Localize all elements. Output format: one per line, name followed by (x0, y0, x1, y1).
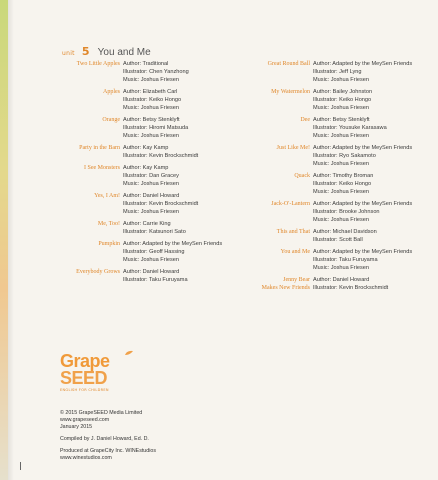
credit-line: Author: Kay Kamp (123, 165, 169, 171)
story-title (98, 240, 120, 248)
credit-entry (60, 144, 250, 160)
credit-line: Music: Joshua Friesen (123, 181, 179, 187)
credit-line: Illustrator: Taku Furuyama (313, 257, 378, 263)
credit-line: Music: Joshua Friesen (313, 217, 369, 223)
credit-line: Music: Joshua Friesen (313, 133, 369, 139)
credit-line: Illustrator: Keiko Hongo (313, 181, 372, 187)
produced-at: Produced at GrapeCity Inc. WINEstudios (60, 448, 156, 454)
credit-line: Author: Traditional (123, 61, 169, 67)
credit-line: Author: Adapted by the MeySen Friends (313, 61, 413, 67)
story-title-line: Pumpkin (98, 241, 120, 247)
credits-block (120, 164, 250, 188)
story-title (271, 88, 310, 96)
left-credits-column (60, 60, 250, 288)
credit-entry (60, 116, 250, 140)
credit-line: Illustrator: Katsunori Sato (123, 229, 186, 235)
story-title-line: Apples (103, 89, 120, 95)
story-title-line: Just Like Me! (276, 145, 310, 151)
credit-line: Illustrator: Kevin Brockschmidt (123, 201, 199, 207)
credit-line: Author: Adapted by the MeySen Friends (123, 241, 223, 247)
story-title (268, 60, 310, 68)
story-title (79, 144, 120, 152)
credit-line: Author: Daniel Howard (313, 277, 370, 283)
credit-line: Author: Michael Davidson (313, 229, 377, 235)
credit-line: Author: Timothy Broman (313, 173, 374, 179)
story-title (271, 200, 310, 208)
story-title (84, 164, 120, 172)
credit-line: Music: Joshua Friesen (313, 265, 369, 271)
credit-line: Author: Carrie King (123, 221, 171, 227)
credit-line: Music: Joshua Friesen (123, 209, 179, 215)
credits-block (120, 240, 250, 264)
credits-block (120, 192, 250, 216)
compiled-by: Compiled by J. Daniel Howard, Ed. D. (60, 436, 149, 442)
credit-line: Illustrator: Keiko Hongo (313, 97, 372, 103)
credit-line: Author: Betsy Stenklyft (123, 117, 180, 123)
spine-shadow (8, 0, 14, 480)
studio-website-link[interactable]: www.winestudios.com (60, 455, 112, 461)
publication-date: January 2015 (60, 424, 93, 430)
credit-entry (252, 88, 438, 112)
credit-line: Music: Joshua Friesen (123, 257, 179, 263)
credit-entry (252, 276, 438, 292)
unit-heading (62, 40, 151, 59)
credits-block (120, 60, 250, 84)
credits-block (310, 228, 438, 244)
credit-line: Illustrator: Ryo Sakamoto (313, 153, 376, 159)
credits-block (310, 60, 438, 84)
credit-line: Author: Adapted by the MeySen Friends (313, 201, 413, 207)
credit-entry (60, 164, 250, 188)
unit-label: unit (62, 50, 75, 57)
credit-entry (252, 172, 438, 196)
story-title-line: Orange (102, 117, 120, 123)
credits-block (310, 276, 438, 292)
credit-line: Illustrator: Chen Yanzhong (123, 69, 189, 75)
credits-block (310, 116, 438, 140)
credits-block (120, 268, 250, 284)
credits-block (120, 116, 250, 140)
credits-block (310, 200, 438, 224)
credits-block (310, 172, 438, 196)
logo-seed-text: SEED (60, 368, 108, 388)
credit-line: Illustrator: Hiromi Matsuda (123, 125, 189, 131)
credit-line: Author: Adapted by the MeySen Friends (313, 145, 413, 151)
story-title (76, 268, 120, 276)
story-title-line: Great Round Ball (267, 61, 310, 67)
credit-entry (252, 60, 438, 84)
credit-line: Illustrator: Taku Furuyama (123, 277, 188, 283)
story-title-line: Quack (294, 173, 310, 179)
logo-grape-text: Grape (60, 351, 110, 371)
credit-line: Author: Daniel Howard (123, 193, 180, 199)
story-title (262, 276, 310, 292)
credits-block (310, 88, 438, 112)
story-title (281, 248, 310, 256)
credit-entry (252, 144, 438, 168)
credit-line: Illustrator: Scott Ball (313, 237, 363, 243)
credit-line: Music: Joshua Friesen (123, 77, 179, 83)
credit-line: Author: Kay Kamp (123, 145, 169, 151)
credit-entry (60, 88, 250, 112)
story-title-line: Everybody Grows (76, 269, 120, 275)
story-title (94, 192, 120, 200)
story-title (300, 116, 310, 124)
credit-line: Music: Joshua Friesen (313, 161, 369, 167)
credit-line: Music: Joshua Friesen (123, 133, 179, 139)
credit-line: Author: Betsy Stenklyft (313, 117, 370, 123)
credit-line: Illustrator: Brooke Johnson (313, 209, 380, 215)
credit-entry (60, 240, 250, 264)
story-title-line: Two Little Apples (76, 61, 120, 67)
credit-entry (60, 268, 250, 284)
credit-line: Music: Joshua Friesen (313, 189, 369, 195)
story-title-line: Dee (300, 117, 310, 123)
credit-entry (252, 248, 438, 272)
story-title-line: Party in the Barn (79, 145, 120, 151)
credit-entry (252, 228, 438, 244)
credit-line: Music: Joshua Friesen (123, 105, 179, 111)
credit-entry (252, 116, 438, 140)
credit-entry (60, 220, 250, 236)
copyright-line: © 2015 GrapeSEED Media Limited (60, 410, 143, 416)
story-title (98, 220, 120, 228)
credit-line: Illustrator: Geoff Hassing (123, 249, 185, 255)
logo-tagline: ENGLISH FOR CHILDREN (60, 388, 109, 392)
credit-line: Author: Elizabeth Carl (123, 89, 178, 95)
credits-block (120, 144, 250, 160)
credit-entry (60, 192, 250, 216)
unit-number: 5 (81, 45, 90, 58)
story-title (77, 60, 120, 68)
unit-title: You and Me (97, 47, 151, 58)
story-title-line: Yes, I Am! (94, 193, 120, 199)
credits-block (120, 220, 250, 236)
leaf-icon (124, 350, 134, 356)
credits-block (310, 248, 438, 272)
credit-line: Illustrator: Dan Gracey (123, 173, 179, 179)
story-title-line: This and That (276, 229, 310, 235)
story-title (103, 88, 120, 96)
credit-line: Music: Joshua Friesen (313, 77, 369, 83)
credit-line: Author: Adapted by the MeySen Friends (313, 249, 413, 255)
book-spine (0, 0, 8, 480)
credit-line: Author: Daniel Howard (123, 269, 180, 275)
credit-line: Illustrator: Yousuke Karasawa (313, 125, 387, 131)
story-title-line: My Watermelon (271, 89, 310, 95)
credit-line: Illustrator: Kevin Brockschmidt (313, 285, 389, 291)
story-title-line: You and Me (280, 249, 310, 255)
story-title-line: Makes New Friends (261, 285, 310, 291)
credit-entry (252, 200, 438, 224)
right-credits-column (252, 60, 438, 296)
story-title-line: Me, Too! (97, 221, 120, 227)
credits-block (120, 88, 250, 112)
credit-line: Author: Bailey Johnston (313, 89, 373, 95)
credit-line: Music: Joshua Friesen (313, 105, 369, 111)
publication-footer (60, 410, 156, 462)
story-title (102, 116, 120, 124)
website-link[interactable]: www.grapeseed.com (60, 417, 110, 423)
credits-block (310, 144, 438, 168)
grapeseed-logo (60, 353, 110, 392)
story-title (294, 172, 310, 180)
story-title-line: Jenny Bear (283, 277, 310, 283)
page-mark (20, 462, 21, 470)
story-title (277, 144, 310, 152)
story-title-line: Jack-O'-Lantern (271, 201, 310, 207)
story-title (277, 228, 310, 236)
credit-line: Illustrator: Jeff Lyng (313, 69, 362, 75)
credit-entry (60, 60, 250, 84)
credit-line: Illustrator: Kevin Brockschmidt (123, 153, 199, 159)
story-title-line: I See Monsters (84, 165, 120, 171)
credit-line: Illustrator: Keiko Hongo (123, 97, 182, 103)
